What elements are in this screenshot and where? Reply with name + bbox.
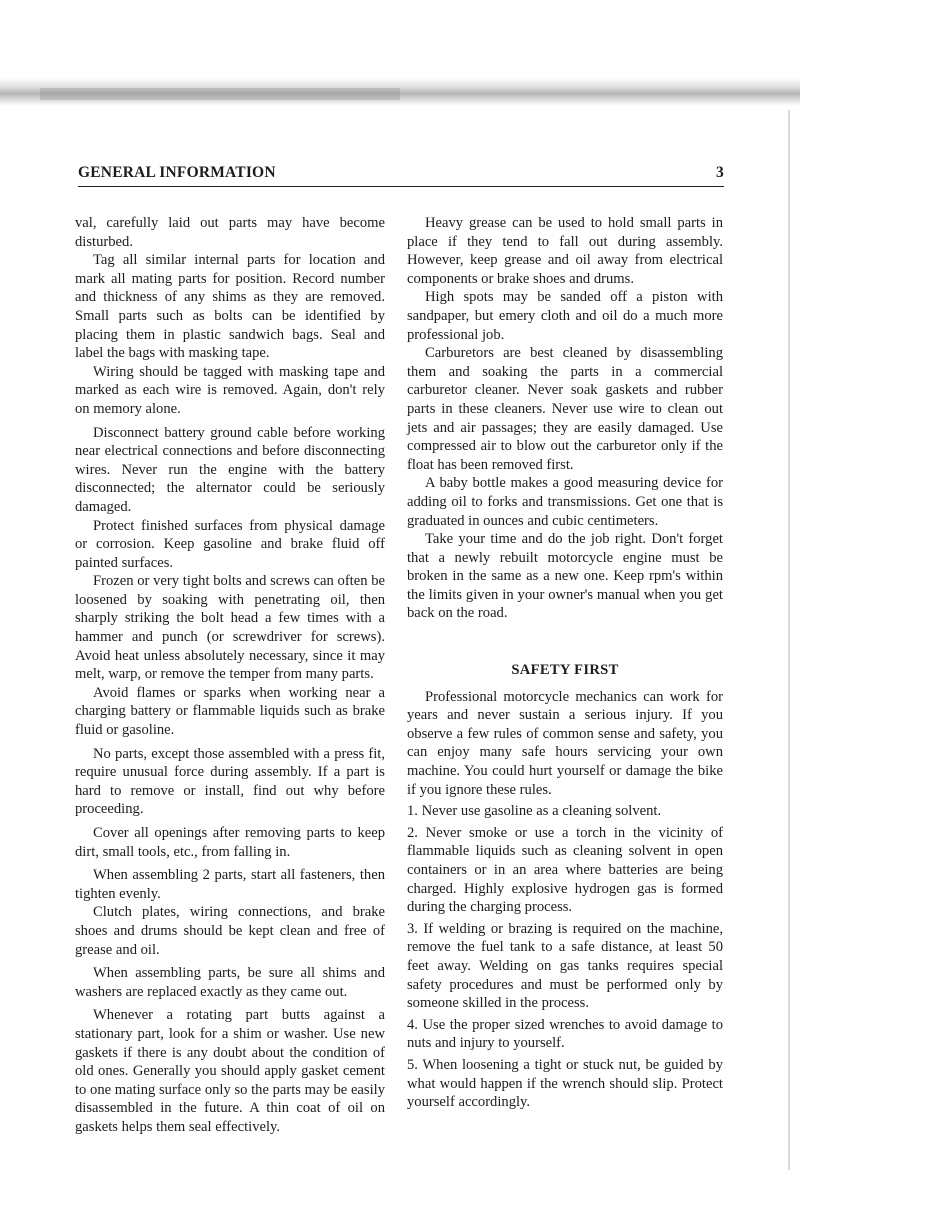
safety-rule: 1. Never use gasoline as a cleaning solvent. <box>407 803 662 820</box>
page-header <box>78 164 724 187</box>
safety-rule: 3. If welding or brazing is required on the machine, remove the fuel tank to a safe distance, at least 50 feet away. Welding on gas tanks requires special safety procedures and must be performed only by someone skilled in the process. <box>407 920 723 1012</box>
safety-intro: Professional motorcycle mechanics can work for years and never sustain a serious injury. If you observe a few rules of common sense and safety, you can enjoy many safe hours servicing your own machine. You could hurt yourself or damage the bike if you ignore these rules. <box>407 688 723 798</box>
paragraph: Whenever a rotating part butts against a stationary part, look for a shim or washer. Use new gaskets if there is any doubt about the condition of old ones. Generally you should apply gasket cement to one mating surface only so the parts may be easily disassembled in the future. A thin coat of oil on gaskets helps them seal effectively. <box>75 1007 385 1135</box>
paragraph: Protect finished surfaces from physical damage or corrosion. Keep gasoline and brake fluid off painted surfaces. <box>75 517 385 571</box>
paragraph: Clutch plates, wiring connections, and brake shoes and drums should be kept clean and free of grease and oil. <box>75 904 385 958</box>
section-heading: SAFETY FIRST <box>511 662 619 679</box>
paragraph: Frozen or very tight bolts and screws can often be loosened by soaking with penetrating oil, then sharply striking the bolt head a few times with a hammer and punch (or screwdriver for screws). Avoid heat unless absolutely necessary, since it may melt, warp, or remove the temper from many parts. <box>75 573 385 683</box>
safety-rule: 2. Never smoke or use a torch in the vicinity of flammable liquids such as cleaning solvent in open containers or in an area where batteries are being charged. Highly explosive hydrogen gas is formed during the charging process. <box>407 824 723 916</box>
safety-rule: 4. Use the proper sized wrenches to avoid damage to nuts and injury to yourself. <box>407 1016 723 1052</box>
page-title: GENERAL INFORMATION <box>78 164 276 181</box>
paragraph: Cover all openings after removing parts to keep dirt, small tools, etc., from falling in. <box>75 825 385 860</box>
right-column <box>407 214 723 1112</box>
scan-shadow-band <box>40 88 400 100</box>
paragraph: When assembling 2 parts, start all fasteners, then tighten evenly. <box>75 867 385 902</box>
paragraph: Heavy grease can be used to hold small parts in place if they tend to fall out during assembly. However, keep grease and oil away from electrical components or brake shoes and drums. <box>407 215 723 287</box>
paragraph: Tag all similar internal parts for location and mark all mating parts for position. Record number and thickness of any shims as they are removed. Small parts such as bolts can be identified by placing them in plastic sandwich bags. Seal and label the bags with masking tape. <box>75 252 385 362</box>
paragraph: Avoid flames or sparks when working near a charging battery or flammable liquids such as brake fluid or gasoline. <box>75 684 385 739</box>
paragraph: Carburetors are best cleaned by disassembling them and soaking the parts in a commercial carburetor cleaner. Never soak gaskets and rubber parts in these cleaners. Never use wire to clean out jets and air passages; they are easily damaged. Use compressed air to blow out the carburetor only if the float has been removed first. <box>407 345 723 473</box>
paragraph: When assembling parts, be sure all shims and washers are replaced exactly as they came out. <box>75 965 385 1000</box>
paragraph: High spots may be sanded off a piston with sandpaper, but emery cloth and oil do a much more professional job. <box>407 289 723 343</box>
paragraph: No parts, except those assembled with a press fit, require unusual force during assembly. If a part is hard to remove or install, find out why before proceeding. <box>75 745 385 818</box>
paragraph: Wiring should be tagged with masking tape and marked as each wire is removed. Again, don't rely on memory alone. <box>75 363 385 417</box>
scan-page-edge <box>788 110 790 1170</box>
left-column <box>75 214 385 1137</box>
page-number: 3 <box>716 164 724 181</box>
safety-rule: 5. When loosening a tight or stuck nut, be guided by what would happen if the wrench should slip. Protect yourself accordingly. <box>407 1056 723 1111</box>
paragraph: A baby bottle makes a good measuring device for adding oil to forks and transmissions. Get one that is graduated in ounces and cubic centimeters. <box>407 475 723 529</box>
paragraph: Disconnect battery ground cable before working near electrical connections and before disconnecting wires. Never run the engine with the battery disconnected; the alternator could be seriously damaged. <box>75 424 385 515</box>
paragraph: val, carefully laid out parts may have become disturbed. <box>75 215 385 250</box>
paragraph: Take your time and do the job right. Don't forget that a newly rebuilt motorcycle engine must be broken in the same as a new one. Keep rpm's within the limits given in your owner's manual when you get back on the road. <box>407 531 723 622</box>
